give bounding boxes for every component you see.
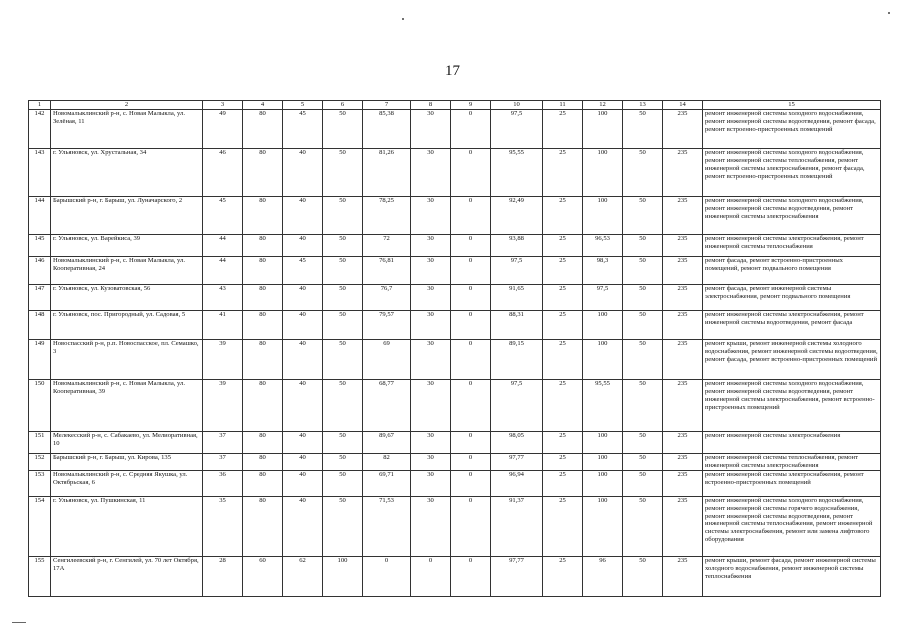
value-cell-col-3: 41 [203, 310, 243, 339]
value-cell-col-7: 76,7 [363, 284, 411, 310]
works-cell: ремонт инженерной системы холодного водоснабжения, ремонт инженерной системы водоотведения, ремонт фасада, ремонт встроенно-пристроенных помещений [703, 109, 881, 148]
value-cell-col-4: 80 [243, 431, 283, 453]
column-header-12: 12 [583, 101, 623, 110]
value-cell-col-9: 0 [451, 339, 491, 379]
value-cell-col-10: 93,88 [491, 234, 543, 256]
value-cell-col-11: 25 [543, 310, 583, 339]
value-cell-col-3: 44 [203, 256, 243, 284]
value-cell-col-13: 50 [623, 379, 663, 431]
value-cell-col-4: 80 [243, 453, 283, 470]
row-number-cell: 149 [29, 339, 51, 379]
table-row [29, 431, 881, 453]
column-header-11: 11 [543, 101, 583, 110]
value-cell-col-7: 69 [363, 339, 411, 379]
value-cell-col-4: 80 [243, 379, 283, 431]
address-cell: г. Ульяновск, ул. Пушкинская, 11 [51, 496, 203, 556]
value-cell-col-8: 30 [411, 379, 451, 431]
value-cell-col-10: 97,77 [491, 453, 543, 470]
value-cell-col-5: 40 [283, 379, 323, 431]
value-cell-col-5: 40 [283, 339, 323, 379]
value-cell-col-12: 96,53 [583, 234, 623, 256]
table-row [29, 496, 881, 556]
value-cell-col-8: 0 [411, 556, 451, 596]
value-cell-col-10: 91,65 [491, 284, 543, 310]
scan-artifact [12, 622, 26, 623]
table-row [29, 256, 881, 284]
value-cell-col-3: 37 [203, 453, 243, 470]
address-cell: г. Ульяновск, пос. Пригородный, ул. Садовая, 5 [51, 310, 203, 339]
value-cell-col-7: 76,81 [363, 256, 411, 284]
value-cell-col-9: 0 [451, 556, 491, 596]
value-cell-col-14: 235 [663, 556, 703, 596]
value-cell-col-7: 78,25 [363, 196, 411, 234]
value-cell-col-8: 30 [411, 453, 451, 470]
works-cell: ремонт инженерной системы электроснабжения, ремонт инженерной системы водоотведения, ремонт фасада [703, 310, 881, 339]
value-cell-col-12: 95,55 [583, 379, 623, 431]
row-number-cell: 152 [29, 453, 51, 470]
value-cell-col-14: 235 [663, 431, 703, 453]
value-cell-col-3: 43 [203, 284, 243, 310]
row-number-cell: 155 [29, 556, 51, 596]
value-cell-col-9: 0 [451, 284, 491, 310]
value-cell-col-11: 25 [543, 379, 583, 431]
value-cell-col-11: 25 [543, 556, 583, 596]
value-cell-col-10: 95,55 [491, 148, 543, 196]
address-cell: Барышский р-н, г. Барыш, ул. Кирова, 135 [51, 453, 203, 470]
value-cell-col-11: 25 [543, 339, 583, 379]
works-cell: ремонт крыши, ремонт фасада, ремонт инженерной системы холодного водоснабжения, ремонт инженерной системы теплоснабжения [703, 556, 881, 596]
row-number-cell: 145 [29, 234, 51, 256]
value-cell-col-10: 89,15 [491, 339, 543, 379]
value-cell-col-9: 0 [451, 470, 491, 496]
value-cell-col-3: 35 [203, 496, 243, 556]
buildings-table [28, 100, 881, 597]
value-cell-col-12: 100 [583, 496, 623, 556]
value-cell-col-13: 50 [623, 310, 663, 339]
value-cell-col-5: 62 [283, 556, 323, 596]
header-row [29, 101, 881, 110]
value-cell-col-9: 0 [451, 234, 491, 256]
value-cell-col-5: 40 [283, 148, 323, 196]
table-row [29, 109, 881, 148]
value-cell-col-3: 39 [203, 379, 243, 431]
value-cell-col-12: 97,5 [583, 284, 623, 310]
value-cell-col-9: 0 [451, 379, 491, 431]
value-cell-col-6: 100 [323, 556, 363, 596]
value-cell-col-6: 50 [323, 234, 363, 256]
works-cell: ремонт крыши, ремонт инженерной системы холодного водоснабжения, ремонт инженерной системы водоотведения, ремонт фасада, ремонт встроенно-пристроенных помещений [703, 339, 881, 379]
value-cell-col-5: 40 [283, 284, 323, 310]
value-cell-col-3: 39 [203, 339, 243, 379]
value-cell-col-11: 25 [543, 234, 583, 256]
value-cell-col-8: 30 [411, 109, 451, 148]
address-cell: Новомалыклинский р-н, с. Новая Малыкла, ул. Зелёная, 11 [51, 109, 203, 148]
value-cell-col-3: 36 [203, 470, 243, 496]
column-header-5: 5 [283, 101, 323, 110]
value-cell-col-10: 98,05 [491, 431, 543, 453]
value-cell-col-9: 0 [451, 431, 491, 453]
value-cell-col-11: 25 [543, 431, 583, 453]
value-cell-col-4: 80 [243, 109, 283, 148]
table-row [29, 453, 881, 470]
column-header-10: 10 [491, 101, 543, 110]
row-number-cell: 153 [29, 470, 51, 496]
value-cell-col-7: 85,38 [363, 109, 411, 148]
value-cell-col-9: 0 [451, 109, 491, 148]
value-cell-col-12: 100 [583, 196, 623, 234]
value-cell-col-3: 37 [203, 431, 243, 453]
column-header-7: 7 [363, 101, 411, 110]
value-cell-col-6: 50 [323, 310, 363, 339]
address-cell: Сенгилеевский р-н, г. Сенгилей, ул. 70 лет Октября, 17А [51, 556, 203, 596]
value-cell-col-11: 25 [543, 196, 583, 234]
value-cell-col-11: 25 [543, 496, 583, 556]
value-cell-col-13: 50 [623, 453, 663, 470]
value-cell-col-12: 100 [583, 339, 623, 379]
value-cell-col-4: 80 [243, 234, 283, 256]
value-cell-col-8: 30 [411, 196, 451, 234]
table-row [29, 556, 881, 596]
table-row [29, 339, 881, 379]
table-body [29, 109, 881, 596]
value-cell-col-8: 30 [411, 496, 451, 556]
value-cell-col-9: 0 [451, 453, 491, 470]
value-cell-col-10: 92,49 [491, 196, 543, 234]
works-cell: ремонт инженерной системы теплоснабжения, ремонт инженерной системы электроснабжения [703, 453, 881, 470]
works-cell: ремонт фасада, ремонт встроенно-пристроенных помещений, ремонт подвального помещения [703, 256, 881, 284]
row-number-cell: 150 [29, 379, 51, 431]
value-cell-col-4: 80 [243, 310, 283, 339]
value-cell-col-13: 50 [623, 109, 663, 148]
value-cell-col-8: 30 [411, 256, 451, 284]
value-cell-col-14: 235 [663, 339, 703, 379]
column-header-3: 3 [203, 101, 243, 110]
value-cell-col-4: 80 [243, 470, 283, 496]
value-cell-col-10: 97,5 [491, 109, 543, 148]
value-cell-col-14: 235 [663, 109, 703, 148]
value-cell-col-13: 50 [623, 284, 663, 310]
value-cell-col-3: 46 [203, 148, 243, 196]
address-cell: Новоспасский р-н, р.п. Новоспасское, пл. Семашко, 3 [51, 339, 203, 379]
value-cell-col-11: 25 [543, 470, 583, 496]
value-cell-col-5: 40 [283, 453, 323, 470]
address-cell: г. Ульяновск, ул. Кузоватовская, 56 [51, 284, 203, 310]
works-cell: ремонт инженерной системы холодного водоснабжения, ремонт инженерной системы водоотведения, ремонт инженерной системы электроснабжения [703, 196, 881, 234]
column-header-9: 9 [451, 101, 491, 110]
value-cell-col-12: 100 [583, 310, 623, 339]
table-row [29, 310, 881, 339]
value-cell-col-5: 45 [283, 109, 323, 148]
works-cell: ремонт инженерной системы холодного водоснабжения, ремонт инженерной системы теплоснабжения, ремонт инженерной системы электроснабжения, ремонт фасада, ремонт встроенно-пристроенных помещений [703, 148, 881, 196]
value-cell-col-13: 50 [623, 256, 663, 284]
page-number: 17 [445, 63, 460, 79]
value-cell-col-6: 50 [323, 470, 363, 496]
value-cell-col-6: 50 [323, 431, 363, 453]
works-cell: ремонт инженерной системы холодного водоснабжения, ремонт инженерной системы водоотведения, ремонт инженерной системы электроснабжения, ремонт встроенно-пристроенных помещений [703, 379, 881, 431]
value-cell-col-8: 30 [411, 148, 451, 196]
column-header-6: 6 [323, 101, 363, 110]
value-cell-col-4: 80 [243, 284, 283, 310]
address-cell: Мелекесский р-н, с. Сабакаево, ул. Мелиоративная, 10 [51, 431, 203, 453]
value-cell-col-9: 0 [451, 256, 491, 284]
value-cell-col-14: 235 [663, 284, 703, 310]
value-cell-col-9: 0 [451, 196, 491, 234]
value-cell-col-10: 88,31 [491, 310, 543, 339]
table-row [29, 234, 881, 256]
table-row [29, 148, 881, 196]
value-cell-col-3: 45 [203, 196, 243, 234]
value-cell-col-13: 50 [623, 431, 663, 453]
column-header-4: 4 [243, 101, 283, 110]
value-cell-col-6: 50 [323, 196, 363, 234]
value-cell-col-7: 72 [363, 234, 411, 256]
value-cell-col-13: 50 [623, 234, 663, 256]
value-cell-col-4: 80 [243, 496, 283, 556]
value-cell-col-12: 100 [583, 431, 623, 453]
column-header-13: 13 [623, 101, 663, 110]
value-cell-col-13: 50 [623, 339, 663, 379]
value-cell-col-11: 25 [543, 256, 583, 284]
value-cell-col-5: 45 [283, 256, 323, 284]
value-cell-col-7: 89,67 [363, 431, 411, 453]
address-cell: г. Ульяновск, ул. Варейкиса, 39 [51, 234, 203, 256]
works-cell: ремонт инженерной системы холодного водоснабжения, ремонт инженерной системы горячего водоснабжения, ремонт инженерной системы водоотведения, ремонт инженерной системы теплоснабжения, ремонт инженерной системы электроснабжения, ремонт или замена лифтового оборудования [703, 496, 881, 556]
value-cell-col-11: 25 [543, 453, 583, 470]
value-cell-col-14: 235 [663, 379, 703, 431]
value-cell-col-4: 60 [243, 556, 283, 596]
value-cell-col-7: 81,26 [363, 148, 411, 196]
scan-artifact [402, 18, 404, 20]
value-cell-col-13: 50 [623, 470, 663, 496]
value-cell-col-7: 82 [363, 453, 411, 470]
value-cell-col-8: 30 [411, 310, 451, 339]
value-cell-col-11: 25 [543, 284, 583, 310]
value-cell-col-14: 235 [663, 148, 703, 196]
value-cell-col-5: 40 [283, 196, 323, 234]
value-cell-col-8: 30 [411, 470, 451, 496]
value-cell-col-10: 97,5 [491, 379, 543, 431]
value-cell-col-3: 49 [203, 109, 243, 148]
value-cell-col-12: 100 [583, 470, 623, 496]
table-row [29, 379, 881, 431]
value-cell-col-5: 40 [283, 470, 323, 496]
value-cell-col-10: 97,77 [491, 556, 543, 596]
value-cell-col-7: 79,57 [363, 310, 411, 339]
value-cell-col-6: 50 [323, 496, 363, 556]
value-cell-col-12: 100 [583, 109, 623, 148]
value-cell-col-4: 80 [243, 256, 283, 284]
value-cell-col-13: 50 [623, 496, 663, 556]
value-cell-col-6: 50 [323, 453, 363, 470]
value-cell-col-4: 80 [243, 339, 283, 379]
value-cell-col-11: 25 [543, 109, 583, 148]
works-cell: ремонт инженерной системы электроснабжения [703, 431, 881, 453]
address-cell: г. Ульяновск, ул. Хрустальная, 34 [51, 148, 203, 196]
value-cell-col-9: 0 [451, 310, 491, 339]
value-cell-col-9: 0 [451, 148, 491, 196]
works-cell: ремонт фасада, ремонт инженерной системы электроснабжения, ремонт подвального помещения [703, 284, 881, 310]
row-number-cell: 151 [29, 431, 51, 453]
table-row [29, 284, 881, 310]
value-cell-col-6: 50 [323, 148, 363, 196]
value-cell-col-8: 30 [411, 284, 451, 310]
row-number-cell: 148 [29, 310, 51, 339]
value-cell-col-12: 100 [583, 453, 623, 470]
value-cell-col-8: 30 [411, 431, 451, 453]
value-cell-col-14: 235 [663, 310, 703, 339]
row-number-cell: 142 [29, 109, 51, 148]
value-cell-col-12: 100 [583, 148, 623, 196]
value-cell-col-10: 97,5 [491, 256, 543, 284]
value-cell-col-4: 80 [243, 196, 283, 234]
value-cell-col-13: 50 [623, 556, 663, 596]
row-number-cell: 146 [29, 256, 51, 284]
value-cell-col-5: 40 [283, 496, 323, 556]
value-cell-col-12: 98,3 [583, 256, 623, 284]
value-cell-col-8: 30 [411, 234, 451, 256]
value-cell-col-7: 68,77 [363, 379, 411, 431]
value-cell-col-11: 25 [543, 148, 583, 196]
value-cell-col-6: 50 [323, 256, 363, 284]
value-cell-col-9: 0 [451, 496, 491, 556]
value-cell-col-5: 40 [283, 234, 323, 256]
value-cell-col-14: 235 [663, 234, 703, 256]
value-cell-col-10: 91,37 [491, 496, 543, 556]
row-number-cell: 144 [29, 196, 51, 234]
value-cell-col-6: 50 [323, 109, 363, 148]
value-cell-col-3: 44 [203, 234, 243, 256]
value-cell-col-12: 96 [583, 556, 623, 596]
works-cell: ремонт инженерной системы электроснабжения, ремонт встроенно-пристроенных помещений [703, 470, 881, 496]
address-cell: Новомалыклинский р-н, с. Новая Малыкла, ул. Кооперативная, 39 [51, 379, 203, 431]
value-cell-col-5: 40 [283, 431, 323, 453]
row-number-cell: 147 [29, 284, 51, 310]
value-cell-col-7: 71,53 [363, 496, 411, 556]
value-cell-col-6: 50 [323, 339, 363, 379]
value-cell-col-10: 96,94 [491, 470, 543, 496]
value-cell-col-14: 235 [663, 256, 703, 284]
table-row [29, 470, 881, 496]
value-cell-col-6: 50 [323, 379, 363, 431]
column-header-15: 15 [703, 101, 881, 110]
value-cell-col-14: 235 [663, 453, 703, 470]
address-cell: Новомалыклинский р-н, с. Новая Малыкла, ул. Кооперативная, 24 [51, 256, 203, 284]
value-cell-col-13: 50 [623, 148, 663, 196]
value-cell-col-14: 235 [663, 470, 703, 496]
value-cell-col-7: 0 [363, 556, 411, 596]
address-cell: Барышский р-н, г. Барыш, ул. Луначарского, 2 [51, 196, 203, 234]
scan-artifact [888, 12, 890, 14]
row-number-cell: 143 [29, 148, 51, 196]
value-cell-col-8: 30 [411, 339, 451, 379]
value-cell-col-14: 235 [663, 496, 703, 556]
value-cell-col-4: 80 [243, 148, 283, 196]
value-cell-col-6: 50 [323, 284, 363, 310]
address-cell: Новомалыклинский р-н, с. Средняя Якушка, ул. Октябрьская, 6 [51, 470, 203, 496]
table-row [29, 196, 881, 234]
value-cell-col-13: 50 [623, 196, 663, 234]
column-header-2: 2 [51, 101, 203, 110]
value-cell-col-5: 40 [283, 310, 323, 339]
works-cell: ремонт инженерной системы электроснабжения, ремонт инженерной системы теплоснабжения [703, 234, 881, 256]
value-cell-col-7: 69,71 [363, 470, 411, 496]
column-header-1: 1 [29, 101, 51, 110]
column-header-8: 8 [411, 101, 451, 110]
row-number-cell: 154 [29, 496, 51, 556]
value-cell-col-14: 235 [663, 196, 703, 234]
value-cell-col-3: 28 [203, 556, 243, 596]
column-header-14: 14 [663, 101, 703, 110]
